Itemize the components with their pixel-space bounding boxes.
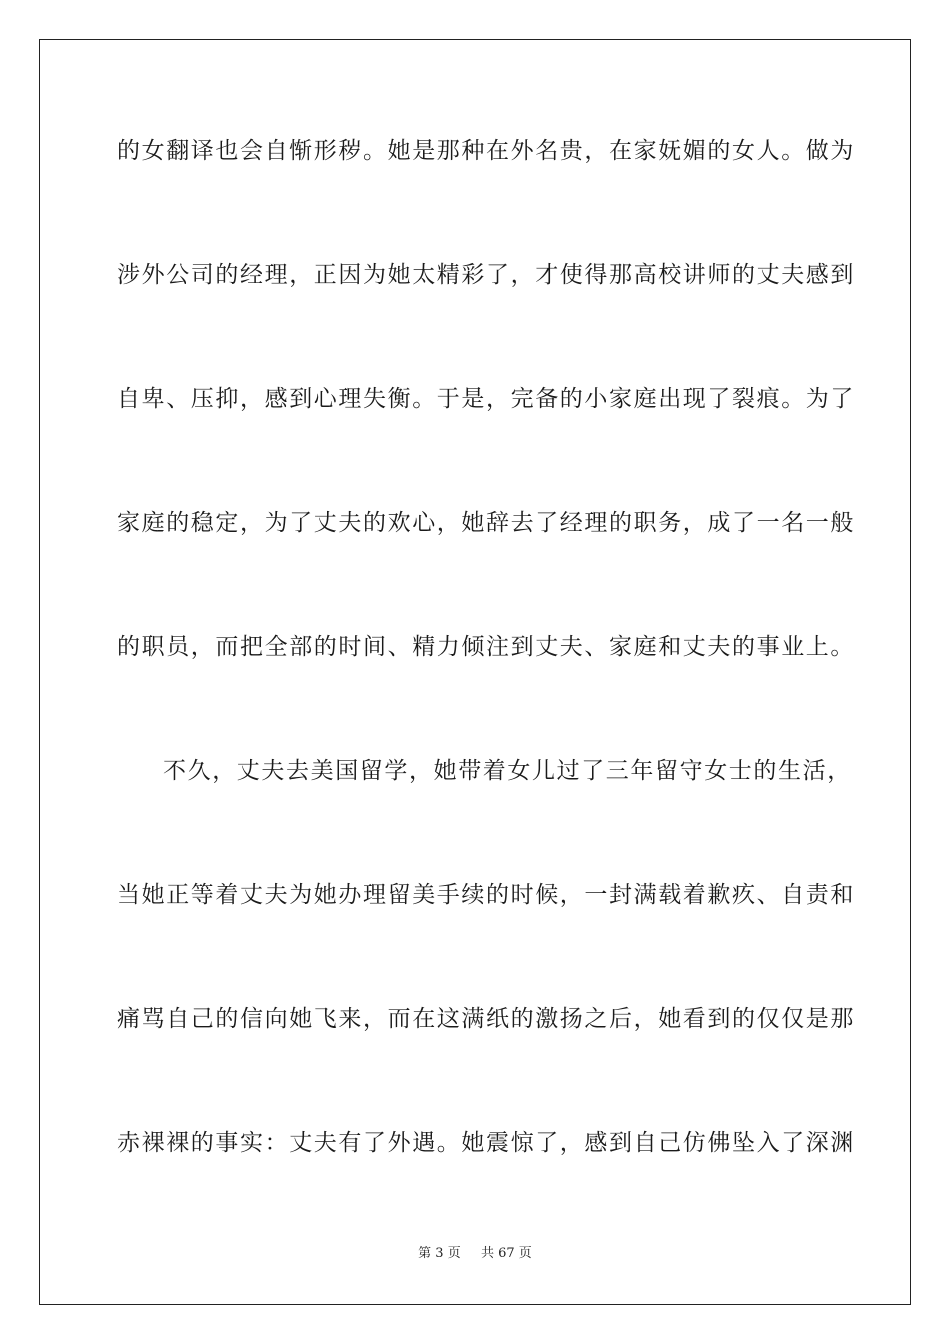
page-total: 共 67 页 — [481, 1246, 532, 1261]
body-line-7: 当她正等着丈夫为她办理留美手续的时候，一封满载着歉疚、自责和 — [117, 882, 855, 908]
body-line-8: 痛骂自己的信向她飞来，而在这满纸的激扬之后，她看到的仅仅是那 — [117, 1006, 855, 1032]
body-line-2: 涉外公司的经理，正因为她太精彩了，才使得那高校讲师的丈夫感到 — [117, 262, 855, 288]
body-line-4: 家庭的稳定，为了丈夫的欢心，她辞去了经理的职务，成了一名一般 — [117, 510, 855, 536]
page-number: 第 3 页 — [418, 1246, 461, 1261]
body-line-9: 赤裸裸的事实：丈夫有了外遇。她震惊了，感到自己仿佛坠入了深渊 — [117, 1130, 855, 1156]
body-line-3: 自卑、压抑，感到心理失衡。于是，完备的小家庭出现了裂痕。为了 — [117, 386, 855, 412]
body-line-6-paragraph-start: 不久，丈夫去美国留学，她带着女儿过了三年留守女士的生活， — [163, 758, 852, 784]
page-border — [39, 39, 911, 1305]
body-line-5: 的职员，而把全部的时间、精力倾注到丈夫、家庭和丈夫的事业上。 — [117, 634, 855, 660]
page-footer — [0, 1245, 950, 1263]
body-line-1: 的女翻译也会自惭形秽。她是那种在外名贵，在家妩媚的女人。做为 — [117, 138, 855, 164]
